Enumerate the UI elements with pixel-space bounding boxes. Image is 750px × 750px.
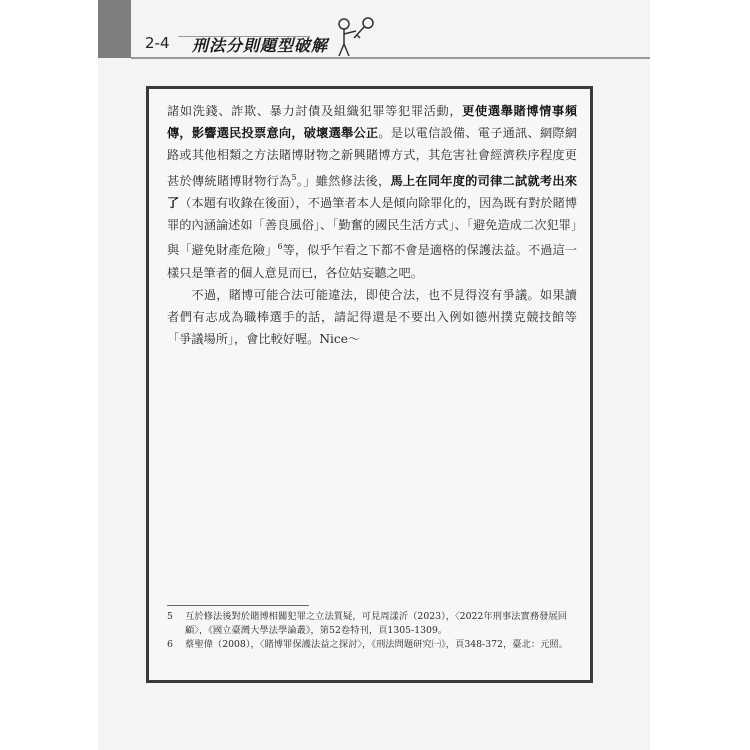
main-text: [167, 100, 577, 350]
footnote-number: 5: [167, 611, 173, 622]
footnotes: [167, 610, 577, 653]
footnote-rule: [167, 605, 309, 606]
chapter-tab: [98, 0, 131, 58]
mascot-key-icon: [330, 14, 380, 58]
text-run: 諸如洗錢、詐欺、暴力討債及組織犯罪等犯罪活動，: [167, 104, 463, 118]
text-run: 等，似乎乍看之下都不會是適格的保護法益。不過這一樣只是筆者的個人意見而已，各位姑妄聽之吧。: [167, 243, 578, 280]
footnote-number: 6: [167, 639, 173, 651]
footnote-6: [167, 638, 577, 652]
footnote-5: [167, 610, 577, 638]
footnote-text: 蔡聖偉（2008），〈賭博罪保護法益之探討〉，《刑法問題研究㈠》，頁348-372，臺北：元照。: [185, 639, 569, 651]
footnote-ref-5: 5: [291, 172, 297, 182]
footnote-ref-6: 6: [277, 242, 283, 252]
paragraph-1: [167, 100, 577, 284]
bold-run: 更使選舉賭博情事頻傳，影響選民投票意向，破壞選舉公正: [167, 104, 578, 141]
chapter-number: 2-4: [145, 34, 170, 52]
paragraph-2: 不過，賭博可能合法可能違法，即使合法，也不見得沒有爭議。如果讀者們有志成為職棒選手的話，請記得還是不要出入例如德州撲克競技館等「爭議場所」，會比較好喔。Nice～: [167, 287, 577, 347]
book-title: 刑法分則題型破解: [192, 36, 329, 55]
bold-run: 馬上在同年度的司律二試就考出來了: [167, 173, 578, 210]
footnote-text: 互於修法後對於賭博相關犯罪之立法質疑，可見周漾沂（2023），〈2022年刑事法實務發展回顧〉，《國立臺灣大學法學論叢》，第52卷特刊，頁1305-1309。: [185, 611, 568, 637]
text-run: （本題有收錄在後面），不過筆者本人是傾向除罪化的，因為既有對於賭博罪的內涵論述如「善良風俗」、「勤奮的國民生活方式」、「避免造成二次犯罪」與「避免財產危險」: [167, 195, 578, 258]
text-run: 。」雖然修法後，: [296, 173, 391, 188]
text-run: 。是以電信設備、電子通訊、網際網路或其他相類之方法賭博財物之新興賭博方式，其危害社會經濟秩序程度更甚於傳統賭博財物行為: [167, 126, 578, 188]
